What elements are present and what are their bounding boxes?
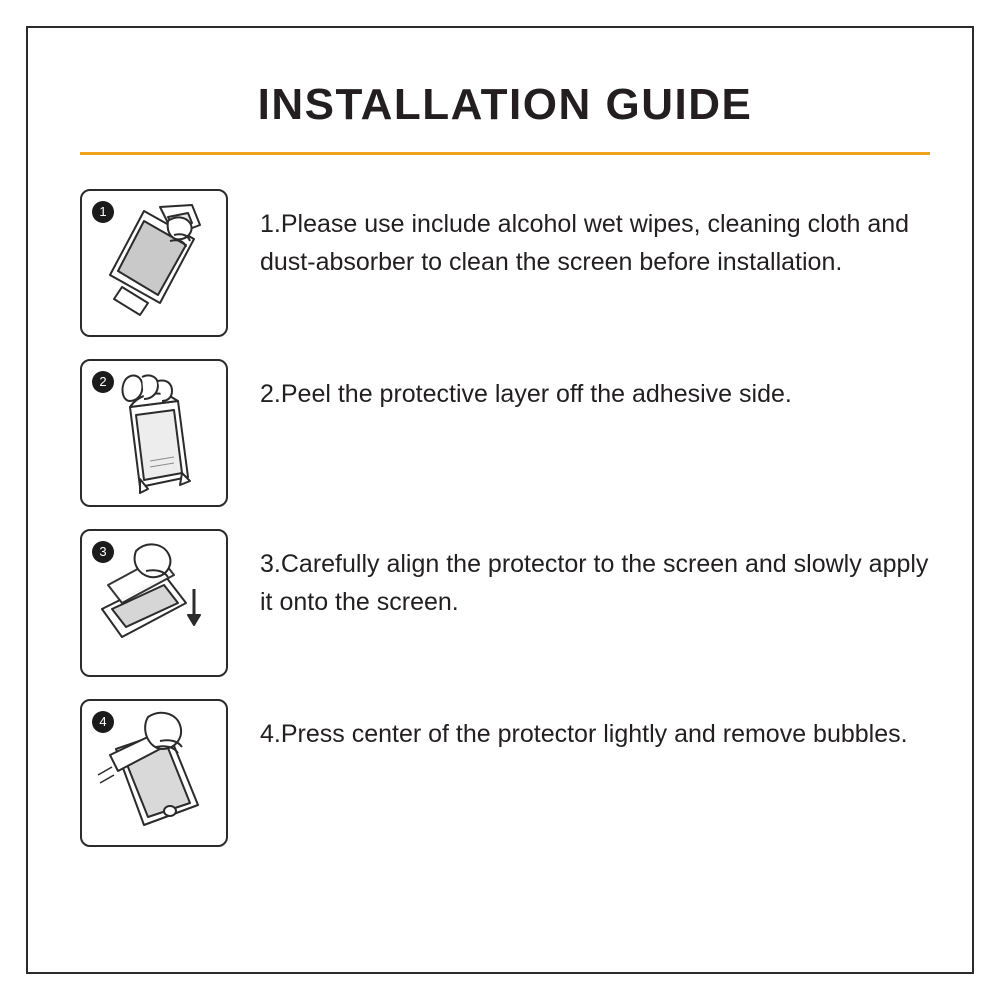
- step-text-2: [260, 359, 930, 413]
- step-badge: 4: [92, 711, 114, 733]
- step-text-4: [260, 699, 930, 753]
- step-text-3: [260, 529, 930, 621]
- step-badge: 2: [92, 371, 114, 393]
- step-description: Press center of the protector lightly and remove bubbles.: [280, 720, 908, 748]
- step-badge: 3: [92, 541, 114, 563]
- list-item: [80, 189, 930, 337]
- step-text-1: [260, 189, 930, 281]
- list-item: [80, 529, 930, 677]
- step-number: 3.: [260, 550, 281, 578]
- step-description: Carefully align the protector to the screen and slowly apply it onto the screen.: [260, 550, 929, 616]
- step-number: 2.: [260, 380, 281, 408]
- step-badge: 1: [92, 201, 114, 223]
- page-title: INSTALLATION GUIDE: [257, 80, 753, 129]
- step-description: Please use include alcohol wet wipes, cleaning cloth and dust-absorber to clean the screen before installation.: [260, 210, 910, 276]
- steps-list: [80, 189, 930, 847]
- list-item: [80, 359, 930, 507]
- title-divider: [80, 152, 930, 155]
- list-item: [80, 699, 930, 847]
- step-number: 4.: [260, 720, 281, 748]
- step-number: 1.: [260, 210, 281, 238]
- guide-content: [80, 60, 930, 867]
- step-illustration-1: [80, 189, 228, 337]
- step-illustration-2: [80, 359, 228, 507]
- step-illustration-4: [80, 699, 228, 847]
- step-description: Peel the protective layer off the adhesive side.: [280, 380, 792, 408]
- step-illustration-3: [80, 529, 228, 677]
